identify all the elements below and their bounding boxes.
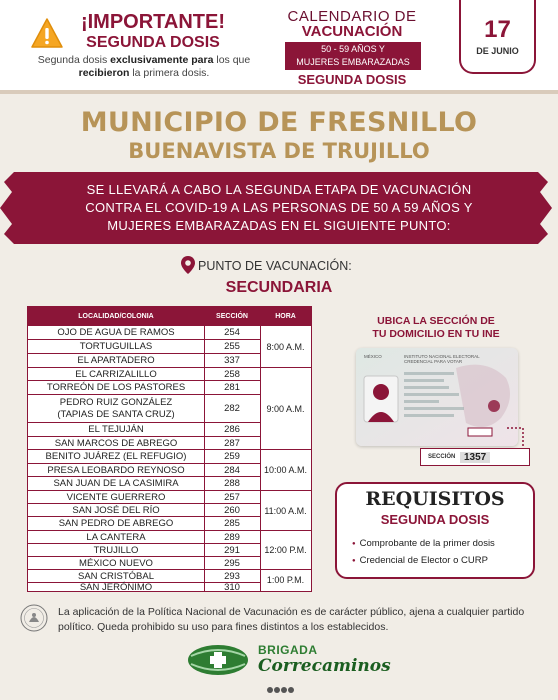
table-row: LA CANTERA 289	[28, 531, 260, 544]
ine-card-illustration	[356, 348, 518, 446]
requisitos-title: REQUISITOS	[365, 488, 505, 510]
location-pin-icon	[181, 256, 195, 274]
table-row: VICENTE GUERRERO 257	[28, 491, 260, 504]
important-title: ¡IMPORTANTE!	[80, 11, 226, 33]
brand-word: BRIGADA	[258, 643, 318, 657]
table-header	[28, 307, 311, 326]
table-row: OJO DE AGUA DE RAMOS 254	[28, 326, 260, 340]
ine-card-graphic	[356, 348, 518, 446]
hour-cell: 8:00 A.M.	[260, 326, 311, 368]
ine-title: UBICA LA SECCIÓN DE TU DOMICILIO EN TU INE	[372, 315, 500, 340]
table-row: SAN MARCOS DE ABREGO 287	[28, 437, 260, 450]
header-seccion: SECCIÓN	[216, 313, 248, 320]
table-row: PEDRO RUIZ GONZÁLEZ (TAPIAS DE SANTA CRUZ) 282	[28, 395, 260, 423]
warning-icon	[30, 17, 64, 49]
ine-card-institution: INSTITUTO NACIONAL ELECTORAL	[404, 354, 480, 359]
table-row: EL APARTADERO 337	[28, 354, 260, 368]
social-icons	[266, 686, 296, 694]
table-row: SAN CRISTÓBAL 293	[28, 570, 260, 583]
calendar-title: CALENDARIO DE	[287, 8, 417, 25]
calendar-dose: SEGUNDA DOSIS	[297, 72, 407, 87]
calendar-subtitle: VACUNACIÓN	[301, 23, 403, 40]
table-row: MÉXICO NUEVO 295	[28, 557, 260, 570]
hour-cell: 1:00 P.M.	[266, 575, 305, 585]
table-row: SAN JERÓNIMO 310	[79, 582, 240, 593]
table-row: PRESA LEOBARDO REYNOSO 284	[28, 464, 260, 477]
table-row: EL TEJUJÁN 286	[28, 423, 260, 437]
municipio-title: MUNICIPIO DE FRESNILLO	[80, 107, 478, 138]
municipio-subtitle: BUENAVISTA DE TRUJILLO	[128, 139, 430, 163]
table-row: EL CARRIZALILLO 258	[28, 368, 260, 381]
date-day: 17	[484, 16, 511, 43]
hour-cell: 11:00 A.M.	[260, 491, 311, 531]
requisitos-subtitle: SEGUNDA DOSIS	[380, 512, 490, 527]
table-row: TORREÓN DE LOS PASTORES 281	[28, 381, 260, 395]
requisito-item: ● Credencial de Elector o CURP	[352, 555, 488, 566]
header-hora: HORA	[275, 313, 296, 320]
announcement-text: SE LLEVARÁ A CABO LA SEGUNDA ETAPA DE VACUNACIÓN CONTRA EL COVID-19 A LAS PERSONAS DE 50 A 59 AÑOS Y MUJERES EMBARAZADAS EN EL SIGUIENTE PUNTO:	[85, 182, 473, 233]
table-row: SAN PEDRO DE ABREGO 285	[28, 517, 260, 531]
ine-card-country: MÉXICO	[364, 354, 382, 359]
table-row: SAN JUAN DE LA CASIMIRA 288	[28, 477, 260, 491]
brigada-logo-icon	[183, 640, 253, 680]
footer-disclaimer: La aplicación de la Política Nacional de Vacunación es de carácter público, ajena a cualquier partido político. Queda prohibido su uso para fines distintos a los establecidos.	[58, 606, 525, 633]
hour-cell: 9:00 A.M.	[260, 368, 311, 450]
header-localidad: LOCALIDAD/COLONIA	[78, 313, 154, 320]
date-badge	[459, 0, 536, 74]
ine-seccion-label: SECCIÓN	[428, 454, 456, 460]
ine-seccion-value: 1357	[460, 452, 490, 463]
hour-cell: 10:00 A.M.	[260, 450, 311, 491]
government-seal-icon	[20, 604, 48, 632]
important-description: Segunda dosis exclusivamente para los que recibieron la primera dosis.	[37, 54, 251, 79]
punto-label: PUNTO DE VACUNACIÓN:	[198, 259, 352, 273]
requisito-item: ● Comprobante de la primer dosis	[352, 538, 495, 549]
calendar-group-badge: 50 - 59 AÑOS Y MUJERES EMBARAZADAS	[285, 42, 421, 70]
ine-card-type: CREDENCIAL PARA VOTAR	[404, 359, 463, 364]
hour-cell: 12:00 P.M.	[260, 531, 311, 570]
table-row: TORTUGUILLAS 255	[28, 340, 260, 354]
table-row: TRUJILLO 291	[28, 544, 260, 557]
punto-value: SECUNDARIA	[225, 279, 333, 296]
locations-table	[27, 306, 312, 592]
brand-name: Correcaminos	[258, 656, 391, 676]
important-subtitle: SEGUNDA DOSIS	[86, 34, 220, 51]
date-month: DE JUNIO	[476, 46, 519, 56]
table-row: BENITO JUÁREZ (EL REFUGIO) 259	[28, 450, 260, 464]
table-row: SAN JOSÉ DEL RÍO 260	[28, 504, 260, 517]
